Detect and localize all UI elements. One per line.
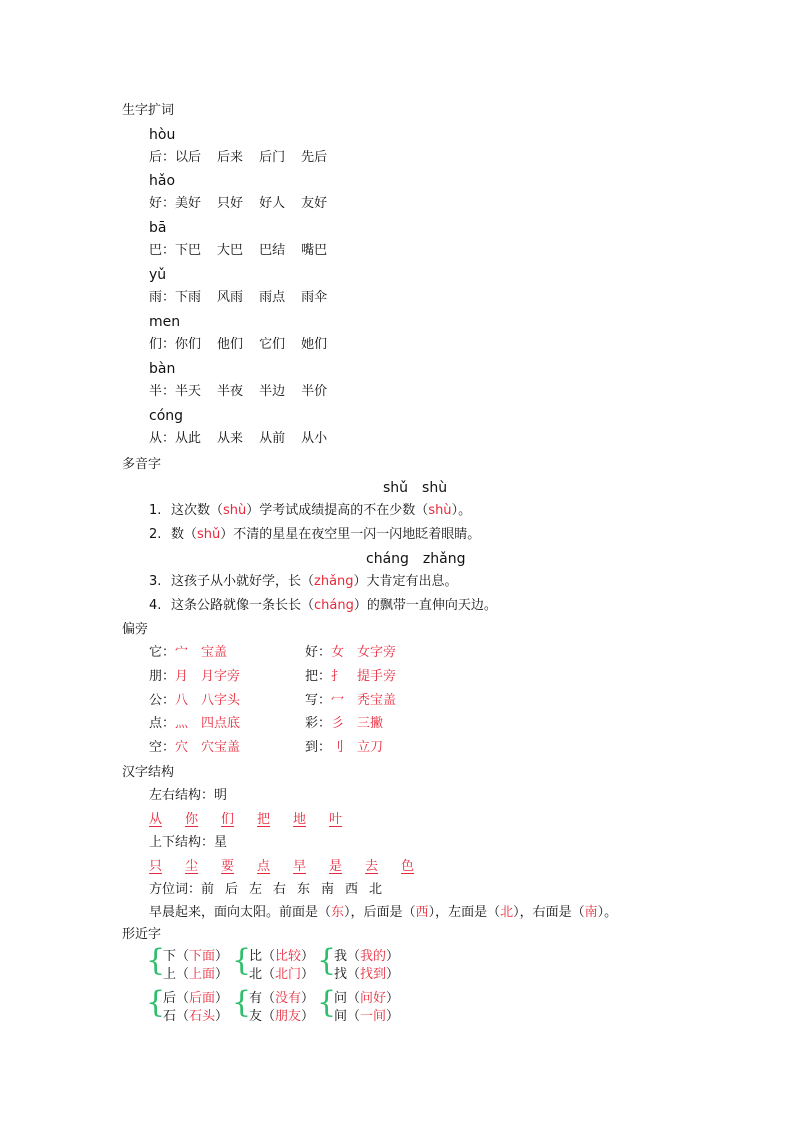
answer: 南 <box>584 905 598 920</box>
direction-word: 东 <box>297 882 311 897</box>
radical: 月 <box>175 669 189 684</box>
radical: 彡 <box>331 716 345 731</box>
similar-word: 上面 <box>189 967 216 982</box>
radical-char: 到： <box>305 740 332 755</box>
sentence <box>149 527 480 543</box>
radical-item <box>149 669 240 685</box>
sentence <box>149 503 471 519</box>
sentence-text: 数（ <box>171 527 198 542</box>
similar-char: 找 <box>334 967 348 982</box>
section-title-radicals: 偏旁 <box>122 622 149 637</box>
structure-char: 们 <box>221 812 235 827</box>
radical-char: 写： <box>305 693 332 708</box>
polyphonic-pinyin-chang <box>366 550 479 568</box>
brace-icon: { <box>146 943 166 978</box>
radical-item <box>305 740 383 756</box>
word: 后来 <box>217 150 244 165</box>
word-line: 好：美好 只好 好人 友好 <box>149 196 328 211</box>
radical-char: 公： <box>149 693 176 708</box>
word: 巴结 <box>259 243 286 258</box>
section-title-structure: 汉字结构 <box>122 765 175 780</box>
word: 他们 <box>217 337 244 352</box>
word-line: 们：你们 他们 它们 她们 <box>149 337 328 352</box>
left-right-structure-label: 左右结构：明 <box>149 788 228 803</box>
sentence-text: ），后面是（ <box>344 905 416 920</box>
radical-char: 好： <box>305 645 332 660</box>
structure-char: 只 <box>149 859 163 874</box>
pinyin: cháng <box>366 551 409 567</box>
sentence-text: 这孩子从小就好学，长（ <box>171 574 315 589</box>
brace-icon: { <box>146 985 166 1020</box>
similar-word: 一间 <box>360 1009 387 1024</box>
pinyin: yǔ <box>149 267 167 283</box>
word-line: 巴：下巴 大巴 巴结 嘴巴 <box>149 243 328 258</box>
section-title-polyphonic: 多音字 <box>122 457 162 472</box>
word: 嘴巴 <box>301 243 328 258</box>
direction-label: 方位词： <box>149 882 202 897</box>
answer: 东 <box>331 905 345 920</box>
sentence <box>149 598 497 614</box>
char: 后 <box>149 150 163 165</box>
radical-item <box>149 693 240 709</box>
radical-name: 穴宝盖 <box>201 740 241 755</box>
pinyin: men <box>149 314 181 330</box>
radical-item <box>305 645 396 661</box>
radical-char: 点： <box>149 716 176 731</box>
polyphonic-pinyin-shu <box>383 479 461 497</box>
brace-icon: { <box>232 943 252 978</box>
similar-char: 上 <box>163 967 177 982</box>
sentence-text: ）。 <box>451 503 472 518</box>
word: 从此 <box>175 431 202 446</box>
radical: 穴 <box>175 740 189 755</box>
word: 你们 <box>175 337 202 352</box>
radical-item <box>305 669 396 685</box>
structure-char: 你 <box>185 812 199 827</box>
similar-word: 下面 <box>189 949 216 964</box>
char: 好 <box>149 196 163 211</box>
direction-word: 西 <box>345 882 359 897</box>
word: 半夜 <box>217 384 244 399</box>
radical-item <box>149 645 227 661</box>
structure-char: 地 <box>293 812 307 827</box>
structure-char: 从 <box>149 812 163 827</box>
similar-word: 没有 <box>275 991 302 1006</box>
char: 们 <box>149 337 163 352</box>
structure-char: 是 <box>329 859 343 874</box>
pinyin: hǎo <box>149 173 176 189</box>
sentence-number: 3. <box>149 574 162 589</box>
word-line: 后：以后 后来 后门 先后 <box>149 150 328 165</box>
radical-name: 秃宝盖 <box>357 693 397 708</box>
sentence-text: ）不清的星星在夜空里一闪一闪地眨着眼睛。 <box>220 527 481 542</box>
radical-item <box>305 693 396 709</box>
sentence-text: ）大肯定有出息。 <box>353 574 458 589</box>
section-title-similar: 形近字 <box>122 927 162 942</box>
radical: 宀 <box>175 645 189 660</box>
top-bottom-structure-label: 上下结构：星 <box>149 835 228 850</box>
word: 只好 <box>217 196 244 211</box>
structure-char: 早 <box>293 859 307 874</box>
sentence-text: ），右面是（ <box>513 905 585 920</box>
radical-name: 三撇 <box>357 716 384 731</box>
word: 后门 <box>259 150 286 165</box>
word: 以后 <box>175 150 202 165</box>
similar-char: 石 <box>163 1009 177 1024</box>
radical: 灬 <box>175 716 189 731</box>
sentence-number: 4. <box>149 598 162 613</box>
similar-word: 石头 <box>189 1009 216 1024</box>
radical-char: 朋： <box>149 669 176 684</box>
sentence-text: 这条公路就像一条长长（ <box>171 598 315 613</box>
radical-item <box>149 716 240 732</box>
word: 半价 <box>301 384 328 399</box>
structure-char: 叶 <box>329 812 343 827</box>
radical-name: 提手旁 <box>357 669 397 684</box>
direction-word: 左 <box>249 882 263 897</box>
similar-char: 问 <box>334 991 348 1006</box>
radical: 女 <box>331 645 345 660</box>
direction-word: 后 <box>225 882 239 897</box>
sentence-text: 这次数（ <box>171 503 224 518</box>
radical-name: 女字旁 <box>357 645 397 660</box>
section-title-new-chars: 生字扩词 <box>122 103 175 118</box>
top-bottom-structure-chars <box>149 859 437 875</box>
radical-name: 宝盖 <box>201 645 228 660</box>
similar-word: 我的 <box>360 949 387 964</box>
char: 雨 <box>149 290 163 305</box>
radical-char: 空： <box>149 740 176 755</box>
pinyin: bā <box>149 220 167 236</box>
brace-icon: { <box>317 985 337 1020</box>
word: 下雨 <box>175 290 202 305</box>
similar-word: 朋友 <box>275 1009 302 1024</box>
sentence-text: 早晨起来，面向太阳。前面是（ <box>149 905 332 920</box>
answer: 北 <box>500 905 514 920</box>
radical: 八 <box>175 693 189 708</box>
word: 风雨 <box>217 290 244 305</box>
similar-char: 友 <box>249 1009 263 1024</box>
word: 从前 <box>259 431 286 446</box>
radical-char: 把： <box>305 669 332 684</box>
structure-char: 要 <box>221 859 235 874</box>
structure-char: 尘 <box>185 859 199 874</box>
similar-word: 北门 <box>275 967 302 982</box>
radical: 扌 <box>331 669 345 684</box>
direction-word: 前 <box>201 882 215 897</box>
char: 半 <box>149 384 163 399</box>
document-page: 生字扩词 hòu 后：以后 后来 后门 先后 hǎo 好：美好 只好 好人 友好 bā 巴：下巴 大巴 巴结 嘴巴 yǔ 雨：下雨 风雨 雨点 雨伞 men 们：你们 他们 它们 她们 bàn 半：半天 半夜 半边 半价 cóng 从：从此 从来 从前 从小 多音字 shǔ shù 1. 这次数（shù）学考试成绩提高的不在少数（shù）。 2. 数（shǔ）不清的星星在夜空里一闪一闪地眨着眼睛。 cháng zhǎng 3. 这孩子从小就好学，长（zhǎng）大肯定有出息。 4. 这条公路就像一条长长（cháng）的飘带一直伸向天边。 偏旁 它：宀 宝盖 朋：月 月字旁 公：八 八字头 点：灬 四点底 空：穴 穴宝盖 好：女 女字旁 把：扌 提手旁 写：冖 秃宝盖 彩：彡 三撇 到：刂 立刀 汉字结构 左右结构：明 从 你 们 把 地 叶 上下结构：星 只 尘 要 点 早 是 去 色 方位词：前 后 左 右 东 南 西 北 早晨起来，面向太阳。前面是（东），后面是（西），左面是（北），右面是（南）。 形近字 { 下（下面） 上（上面） { 比（比较） 北（北门） { 我（我的） 找（找到） { 后（后面） 石（石头） { 有（没有） 友（朋友） { 问（问好） 间（一间） <box>122 103 618 1024</box>
radical: 刂 <box>331 740 345 755</box>
similar-char: 比 <box>249 949 263 964</box>
sentence-text: ）。 <box>597 905 618 920</box>
pinyin: shǔ <box>383 480 409 496</box>
radical-char: 彩： <box>305 716 332 731</box>
similar-word: 比较 <box>275 949 302 964</box>
pinyin: cóng <box>149 408 184 424</box>
direction-words <box>149 882 393 898</box>
similar-char: 后 <box>163 991 177 1006</box>
similar-char: 下 <box>163 949 177 964</box>
answer: 西 <box>415 905 429 920</box>
radical-name: 月字旁 <box>201 669 241 684</box>
word: 半边 <box>259 384 286 399</box>
answer-pinyin: cháng <box>314 598 354 613</box>
answer-pinyin: zhǎng <box>314 574 354 589</box>
sentence-number: 1. <box>149 503 162 518</box>
radical-item <box>149 740 240 756</box>
structure-char: 把 <box>257 812 271 827</box>
similar-char: 间 <box>334 1009 348 1024</box>
word: 从小 <box>301 431 328 446</box>
sentence-text: ），左面是（ <box>428 905 501 920</box>
radical-name: 立刀 <box>357 740 384 755</box>
word: 它们 <box>259 337 286 352</box>
similar-word: 后面 <box>189 991 216 1006</box>
word: 大巴 <box>217 243 244 258</box>
pinyin: hòu <box>149 127 176 143</box>
sentence <box>149 574 458 590</box>
sentence-number: 2. <box>149 527 162 542</box>
structure-char: 点 <box>257 859 271 874</box>
char: 巴 <box>149 243 163 258</box>
radical: 冖 <box>331 693 345 708</box>
word: 美好 <box>175 196 202 211</box>
similar-word: 找到 <box>360 967 387 982</box>
word: 友好 <box>301 196 328 211</box>
word: 雨点 <box>259 290 286 305</box>
direction-word: 南 <box>321 882 335 897</box>
word: 下巴 <box>175 243 202 258</box>
pinyin: shù <box>422 480 448 496</box>
radical-name: 八字头 <box>201 693 241 708</box>
word: 好人 <box>259 196 286 211</box>
structure-char: 色 <box>401 859 415 874</box>
radical-item <box>305 716 383 732</box>
sentence-text: ）学考试成绩提高的不在少数（ <box>246 503 429 518</box>
direction-word: 右 <box>273 882 287 897</box>
word: 先后 <box>301 150 328 165</box>
brace-icon: { <box>232 985 252 1020</box>
similar-char: 北 <box>249 967 263 982</box>
morning-sentence <box>149 905 617 921</box>
pinyin: zhǎng <box>422 551 466 567</box>
word: 半天 <box>175 384 202 399</box>
word: 从来 <box>217 431 244 446</box>
left-right-structure-chars <box>149 812 365 828</box>
similar-char: 我 <box>334 949 348 964</box>
pinyin: bàn <box>149 361 176 377</box>
word-line: 半：半天 半夜 半边 半价 <box>149 384 328 399</box>
similar-char: 有 <box>249 991 263 1006</box>
answer-pinyin: shù <box>428 503 452 518</box>
char: 从 <box>149 431 163 446</box>
radical-char: 它： <box>149 645 176 660</box>
direction-word: 北 <box>369 882 383 897</box>
sentence-text: ）的飘带一直伸向天边。 <box>353 598 497 613</box>
brace-icon: { <box>317 943 337 978</box>
word: 她们 <box>301 337 328 352</box>
word-line: 从：从此 从来 从前 从小 <box>149 431 328 446</box>
answer-pinyin: shù <box>223 503 247 518</box>
answer-pinyin: shǔ <box>197 527 221 542</box>
radical-name: 四点底 <box>201 716 241 731</box>
word: 雨伞 <box>301 290 328 305</box>
similar-word: 问好 <box>360 991 387 1006</box>
structure-char: 去 <box>365 859 379 874</box>
word-line: 雨：下雨 风雨 雨点 雨伞 <box>149 290 328 305</box>
